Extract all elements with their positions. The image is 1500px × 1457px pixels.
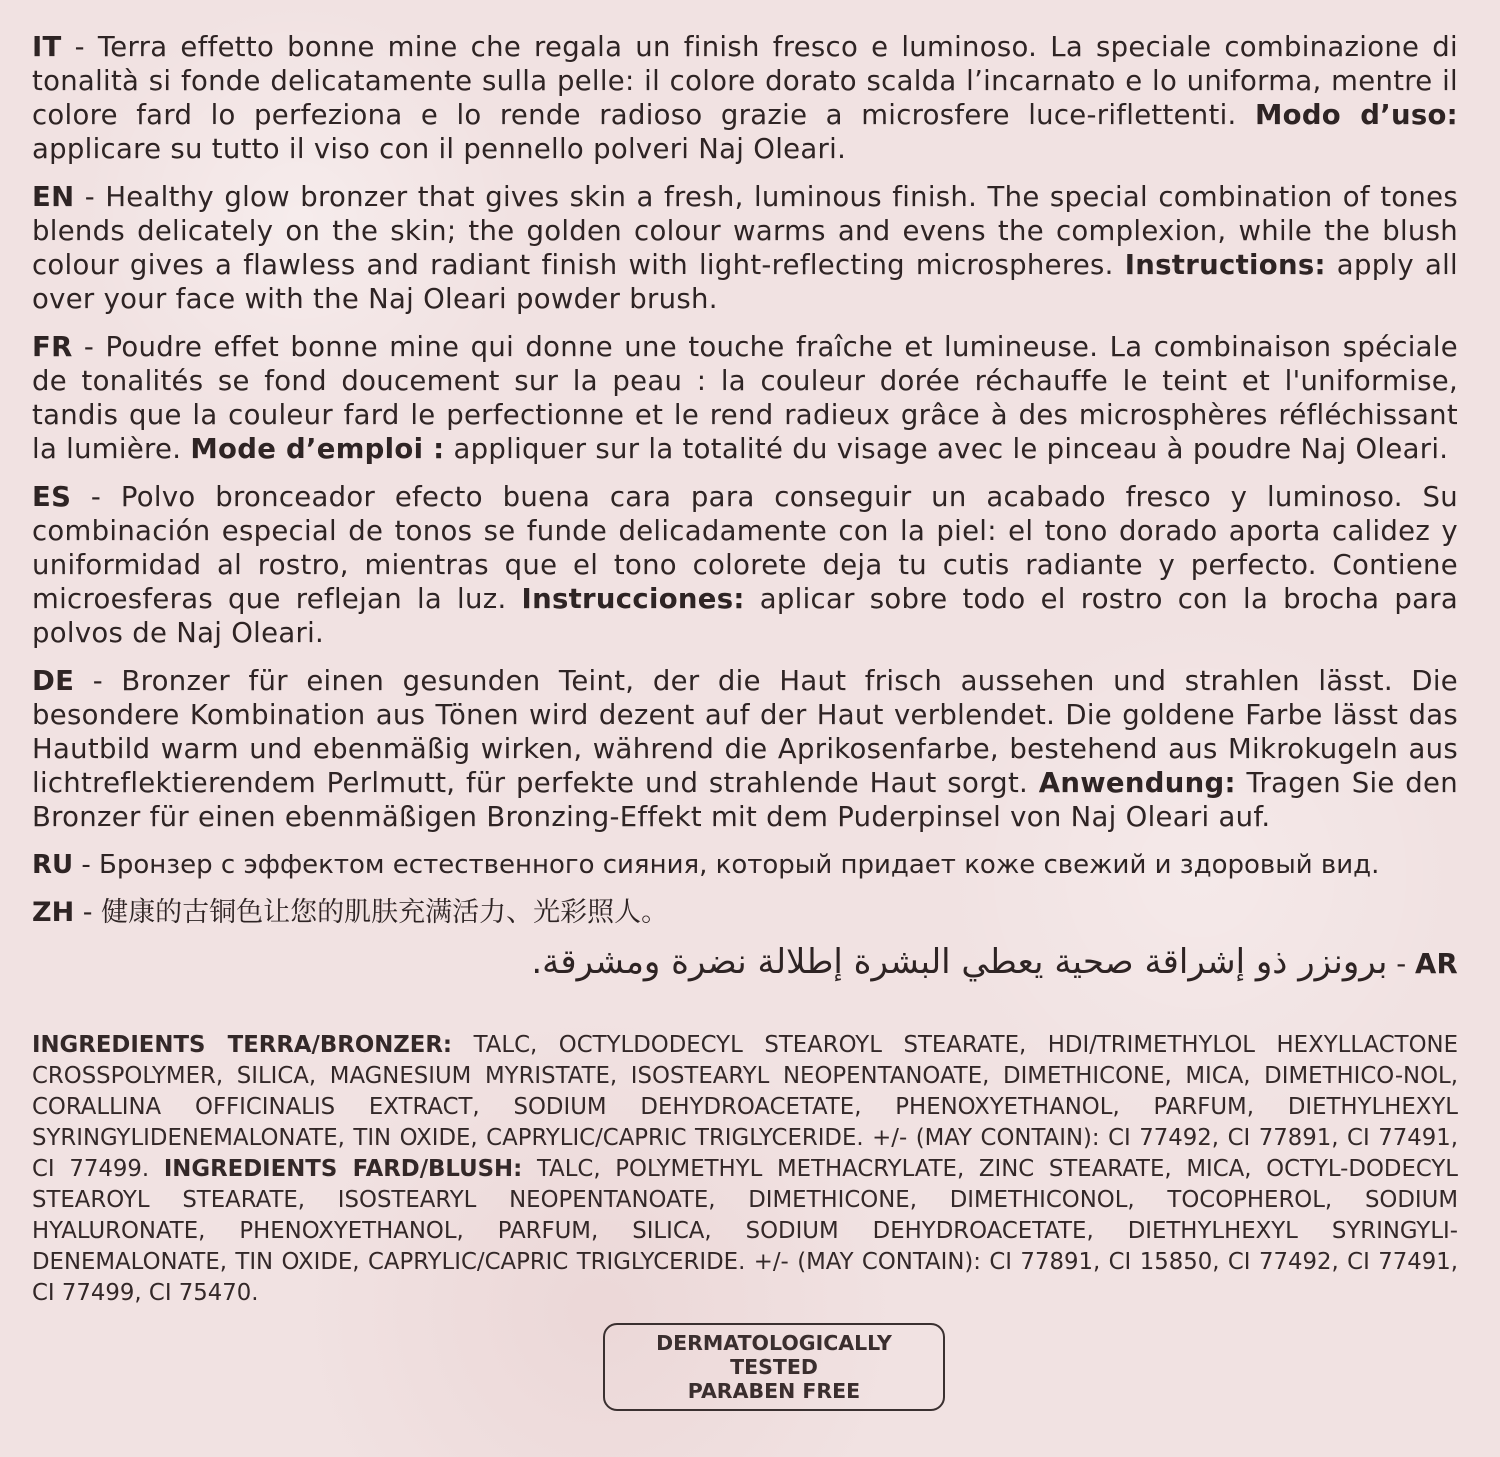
section-fr <box>32 330 1458 466</box>
section-fr-instructions: appliquer sur la totalité du visage avec le pinceau à poudre Naj Oleari. <box>444 433 1449 465</box>
certification-badge-wrapper <box>32 1323 1458 1411</box>
ingredients-blush-text: TALC, POLYMETHYL METHACRYLATE, ZINC STEARATE, MICA, OCTYL-DODECYL STEAROYL STEARATE, ISOSTEARYL NEOPENTANOATE, DIMETHICONE, DIMETHICONOL, TOCOPHEROL, SODIUM HYALURONATE, PHENOXYETHANOL, PARFUM, SILICA, SODIUM DEHYDROACETATE, DIETHYLHEXYL SYRINGYLI-DENEMALONATE, TIN OXIDE, CAPRYLIC/CAPRIC TRIGLYCERIDE. +/- (MAY CONTAIN): CI 77891, CI 15850, CI 77492, CI 77491, CI 77499, CI 75470. <box>32 1156 1459 1306</box>
language-code-ru: RU <box>32 850 74 880</box>
section-es-instructions: aplicar sobre todo el rostro con la brocha para polvos de Naj Oleari. <box>32 583 1459 649</box>
section-it-instructions: applicare su tutto il viso con il pennello polveri Naj Oleari. <box>32 133 847 165</box>
section-ru <box>32 848 1458 882</box>
language-code-it: IT <box>32 31 62 63</box>
section-en-instructions: apply all over your face with the Naj Oleari powder brush. <box>32 249 1458 315</box>
language-code-en: EN <box>32 181 75 213</box>
section-es-instructions-label: Instrucciones: <box>521 583 745 615</box>
section-ru-description: - Бронзер с эффектом естественного сияния, который придает коже свежий и здоровый вид. <box>73 850 1380 880</box>
ingredients-bronzer-label: INGREDIENTS TERRA/BRONZER: <box>32 1032 453 1058</box>
section-fr-description: - Poudre effet bonne mine qui donne une touche fraîche et lumineuse. La combinaison spéciale de tonalités se fond doucement sur la peau : la couleur dorée réchauffe le teint et l'uniformise, tandis que la couleur fard le perfectionne et le rend radieux grâce à des microsphères réfléchissant la lumière. <box>32 331 1458 465</box>
language-code-zh: ZH <box>32 897 75 928</box>
section-de-instructions: Tragen Sie den Bronzer für einen ebenmäßigen Bronzing-Effekt mit dem Puderpinsel von Naj Oleari auf. <box>32 767 1459 833</box>
ingredients-bronzer-text: TALC, OCTYLDODECYL STEAROYL STEARATE, HDI/TRIMETHYLOL HEXYLLACTONE CROSSPOLYMER, SILICA, MAGNESIUM MYRISTATE, ISOSTEARYL NEOPENTANOATE, DIMETHICONE, MICA, DIMETHICO-NOL, CORALLINA OFFICINALIS EXTRACT, SODIUM DEHYDROACETATE, PHENOXYETHANOL, PARFUM, DIETHYLHEXYL SYRINGYLIDENEMALONATE, TIN OXIDE, CAPRYLIC/CAPRIC TRIGLYCERIDE. +/- (MAY CONTAIN): CI 77492, CI 77891, CI 77491, CI 77499. <box>32 1032 1458 1182</box>
language-code-fr: FR <box>32 331 73 363</box>
section-ar: برونزر ذو إشراقة صحية يعطي البشرة إطلالة نضرة ومشرقة. - AR <box>531 942 1458 982</box>
section-en <box>32 180 1458 316</box>
section-fr-instructions-label: Mode d’emploi : <box>190 433 445 465</box>
section-en-description: - Healthy glow bronzer that gives skin a fresh, luminous finish. The special combination of tones blends delicately on the skin; the golden colour warms and evens the complexion, while the blush colour gives a flawless and radiant finish with light-reflecting microspheres. <box>32 181 1458 281</box>
section-en-instructions-label: Instructions: <box>1124 249 1326 281</box>
section-it-instructions-label: Modo d’uso: <box>1254 99 1458 131</box>
badge-paraben-free: PARABEN FREE <box>687 1379 861 1403</box>
section-zh-description: - 健康的古铜色让您的肌肤充满活力、光彩照人。 <box>74 897 669 928</box>
section-de-instructions-label: Anwendung: <box>1038 767 1236 799</box>
section-de <box>32 664 1458 834</box>
section-it <box>32 30 1458 166</box>
language-code-de: DE <box>32 665 75 697</box>
language-code-es: ES <box>32 481 72 513</box>
section-es <box>32 480 1458 650</box>
ingredients-blush-label: INGREDIENTS FARD/BLUSH: <box>163 1156 523 1182</box>
section-de-description: - Bronzer für einen gesunden Teint, der die Haut frisch aussehen und strahlen lässt. Die besondere Kombination aus Tönen wird dezent auf der Haut verblendet. Die goldene Farbe lässt das Hautbild warm und ebenmäßig wirken, während die Aprikosenfarbe, bestehend aus Mikrokugeln aus lichtreflektierendem Perlmutt, für perfekte und strahlende Haut sorgt. <box>32 665 1458 799</box>
certification-badge <box>603 1323 945 1411</box>
section-ar-description: برونزر ذو إشراقة صحية يعطي البشرة إطلالة نضرة ومشرقة. <box>531 942 1388 982</box>
section-es-description: - Polvo bronceador efecto buena cara para conseguir un acabado fresco y luminoso. Su combinación especial de tonos se funde delicadamente con la piel: el tono dorado aporta calidez y uniformidad al rostro, mientras que el tono colorete deja tu cutis radiante y perfecto. Contiene microesferas que reflejan la luz. <box>32 481 1458 615</box>
section-it-description: - Terra effetto bonne mine che regala un finish fresco e luminoso. La speciale combinazione di tonalità si fonde delicatamente sulla pelle: il colore dorato scalda l’incarnato e lo uniforma, mentre il colore fard lo perfeziona e lo rende radioso grazie a microsfere luce-riflettenti. <box>32 31 1458 131</box>
section-zh <box>32 896 1458 930</box>
badge-dermatologically-tested: DERMATOLOGICALLY TESTED <box>656 1331 892 1379</box>
packaging-text-panel <box>32 30 1458 1450</box>
ingredients-list <box>32 1030 1458 1309</box>
language-code-ar: AR <box>1414 948 1458 980</box>
